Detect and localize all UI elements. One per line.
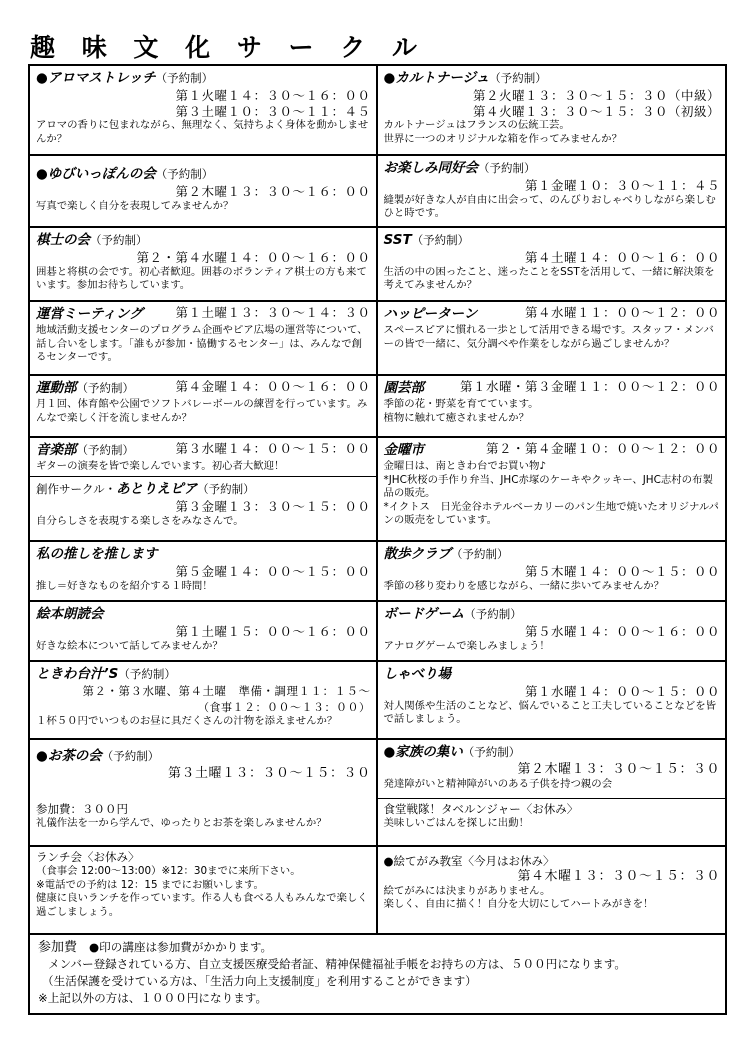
fees-section	[28, 935, 727, 1015]
circle-description: *JHC秋桜の手作り弁当、JHC赤塚のケーキやクッキー、JHC志村の布製品の販売。	[383, 473, 713, 499]
circle-name: 絵本朗読会	[36, 606, 104, 622]
circle-description: アナログゲームで楽しみましょう！	[383, 639, 550, 652]
circle-schedule: 第５金曜１４：００〜１５：００	[175, 564, 371, 579]
circle-ocha	[30, 740, 376, 833]
circle-schedule: 第３水曜１４：００〜１５：００	[175, 441, 371, 456]
circle-schedule: 第４水曜１１：００〜１２：００	[524, 305, 720, 320]
circle-schedule: 第１水曜１４：００〜１５：００	[524, 684, 720, 699]
circle-description: 礼儀作法を一から学んで、ゆったりとお茶を楽しみませんか？	[36, 816, 327, 829]
circle-undo	[30, 376, 376, 428]
circle-name: ●お茶の会	[36, 748, 102, 764]
circle-name: SST	[383, 232, 412, 248]
circle-kazoku	[378, 740, 726, 798]
circle-tag: （予約制）	[155, 71, 214, 85]
fees-line: ※上記以外の方は、１０００円になります。	[38, 991, 268, 1005]
circle-name: ●ゆびいっぽんの会	[36, 166, 156, 182]
circle-name: 食堂戦隊！タベルンジャー〈お休み〉	[383, 802, 579, 816]
circle-description: 金曜日は、南ときわ台でお買い物♪	[383, 460, 546, 472]
circle-schedule: 第２火曜１３：３０〜１５：３０（中級）	[472, 88, 720, 103]
circle-prefix: 創作サークル・	[36, 482, 117, 496]
circle-schedule: 第２木曜１３：３０〜１５：３０	[517, 762, 720, 777]
circle-tag: （予約制）	[489, 71, 547, 85]
circle-name: 棋士の会	[36, 232, 90, 248]
circle-name: 散歩クラブ	[383, 546, 451, 562]
page-title: 趣 味 文 化 サ ー ク ル	[30, 33, 426, 62]
circle-tag: （予約制）	[101, 749, 160, 763]
circle-schedule: 第２・第３水曜、第４土曜 準備・調理１１：１５〜	[82, 684, 371, 698]
circle-name: ランチ会〈お休み〉	[36, 850, 140, 864]
circle-name: 私の推しを推します	[36, 546, 158, 562]
circle-description: 絵てがみには決まりがありません。	[383, 884, 551, 897]
circle-description: 植物に触れて癒されませんか？	[383, 411, 529, 424]
circle-name: しゃべり場	[383, 666, 451, 682]
circle-description: 対人関係や生活のことなど、悩んでいること工夫していることなどを皆で話しましょう。	[383, 699, 716, 725]
circle-description: 楽しく、自由に描く！自分を大切にしてハートみがきを！	[383, 898, 654, 910]
circle-tag: （予約制）	[411, 233, 470, 247]
circle-description: 好きな絵本について話してみませんか？	[36, 639, 223, 652]
circle-lunch	[30, 847, 376, 922]
circle-schedule: 第５水曜１４：００〜１６：００	[524, 624, 720, 639]
circle-description: 地域活動支援センターのプログラム企画やピア広場の運営等について、話し合いをします。「誰もが参加・協働するセンター」は、みんなで創るセンターです。	[36, 324, 368, 363]
circle-description: 世界に一つのオリジナルな箱を作ってみませんか？	[383, 132, 622, 145]
circle-schedule: （食事１２：００〜１３：００）	[198, 700, 371, 714]
circle-cartonnage	[378, 66, 726, 149]
circle-name: ●絵てがみ教室〈今月はお休み〉	[383, 854, 555, 868]
circle-name: ハッピーターン	[383, 306, 478, 322]
circle-sst	[378, 228, 726, 296]
circle-name: お楽しみ同好会	[383, 160, 478, 176]
circle-etegami	[378, 847, 726, 915]
circle-description: １杯５０円でいつものお昼に具だくさんの汁物を添えませんか？	[36, 715, 338, 727]
circle-kinyo	[378, 438, 726, 531]
circle-schedule: 第５木曜１４：００〜１５：００	[524, 564, 720, 579]
circle-schedule: 第１土曜１３：３０〜１４：３０	[175, 305, 371, 320]
circle-schedule: 第４土曜１４：００〜１６：００	[524, 250, 720, 265]
circle-name: ●家族の集い	[383, 744, 463, 760]
circle-description: 囲碁と将棋の会です。初心者歓迎。囲碁のボランティア棋士の方も来ています。参加お待ちしています。	[36, 265, 367, 291]
circle-description: 縫製が好きな人が自由に出会って、のんびりおしゃべりしながら楽しむひと時です。	[383, 193, 716, 219]
circle-name: 運動部	[36, 380, 77, 396]
circle-description: 季節の移り変わりを感じながら、一緒に歩いてみませんか？	[383, 579, 665, 592]
circle-unei	[30, 302, 376, 368]
circle-description: *イクトス 日光金谷ホテルベーカリーのパン生地で焼いたオリジナルパンの販売をしています。	[383, 500, 719, 526]
circle-tokiwa	[30, 662, 376, 732]
circle-schedule: 第３金曜１３：３０〜１５：００	[175, 499, 371, 514]
fees-line: ●印の講座は参加費がかかります。	[89, 940, 273, 954]
circle-shokudo	[378, 798, 726, 834]
circle-schedule: 第４金曜１４：００〜１６：００	[175, 379, 371, 394]
circle-tag: （予約制）	[90, 233, 148, 247]
circle-description: 推し＝好きなものを紹介する１時間！	[36, 579, 213, 592]
circle-description: 生活の中の困ったこと、迷ったことをSSTを活用して、一緒に解決策を考えてみませんか？	[383, 265, 715, 291]
circle-schedule: 第２・第４金曜１０：００〜１２：００	[485, 441, 720, 456]
circle-schedule: 第１金曜１０：３０〜１１：４５	[524, 178, 720, 193]
circle-schedule: 第１土曜１５：００〜１６：００	[175, 624, 371, 639]
circle-tag: （予約制）	[76, 443, 134, 457]
circle-description: 季節の花・野菜を育てています。	[383, 398, 539, 410]
circle-description: ※電話での予約は 12：15 までにお願いします。	[36, 878, 264, 891]
circle-tag: （予約制）	[462, 745, 521, 759]
circle-description: スペースピアに慣れる一歩として活用できる場です。スタッフ・メンバーの皆で一緒に、気分調べや作業をしながら過ごしませんか？	[383, 324, 714, 350]
circle-engei	[378, 376, 726, 428]
circle-tag: （予約制）	[76, 381, 134, 395]
circle-name: 音楽部	[36, 442, 77, 458]
circle-tag: （予約制）	[197, 482, 255, 496]
circle-description: 発達障がいと精神障がいのある子供を持つ親の会	[383, 777, 613, 790]
circle-yubi	[30, 156, 376, 216]
circle-schedule: 第３土曜１３：３０〜１５：３０	[167, 766, 371, 781]
circle-fee: 参加費：３００円	[36, 801, 128, 816]
circle-schedule: 第４木曜１３：３０〜１５：３０	[517, 869, 720, 884]
circle-shaberi	[378, 662, 726, 730]
circle-description: 写真で楽しく自分を表現してみませんか？	[36, 199, 234, 212]
fees-line: （生活保護を受けている方は、「生活力向上支援制度」を利用することができます）	[42, 974, 477, 988]
circle-name: ●アロマストレッチ	[36, 70, 156, 86]
circle-description: カルトナージュはフランスの伝統工芸。	[383, 119, 570, 131]
circle-name: ときわ台汁’S	[36, 666, 119, 682]
circle-schedule: 第４火曜１３：３０〜１５：３０（初級）	[472, 103, 720, 119]
circle-tag: （予約制）	[451, 547, 509, 561]
circle-tag: （予約制）	[464, 607, 522, 621]
circle-schedule: 第２木曜１３：３０〜１６：００	[175, 184, 371, 199]
circle-table	[28, 64, 727, 1015]
circle-otanoshimi	[378, 156, 726, 224]
circle-schedule: 第２・第４水曜１４：００〜１６：００	[136, 250, 371, 265]
circle-kishi	[30, 228, 376, 296]
circle-description: 自分らしさを表現する楽しさをみなさんで。	[36, 514, 244, 527]
circle-ehon	[30, 602, 376, 656]
circle-name: 運営ミーティング	[36, 306, 143, 322]
circle-happy	[378, 302, 726, 354]
circle-schedule: 第３土曜１０：３０〜１１：４５	[175, 103, 371, 119]
circle-description: 美味しいごはんを探しに出動！	[383, 817, 529, 829]
circle-description: （食事会 12:00〜13:00）※12：30までに来所下さい。	[36, 865, 301, 877]
circle-name: 園芸部	[383, 380, 424, 396]
circle-sanpo	[378, 542, 726, 596]
fees-label: 参加費	[38, 940, 78, 955]
circle-name: ●カルトナージュ	[383, 70, 490, 86]
circle-name: あとりえピア	[116, 481, 198, 497]
circle-description: 健康に良いランチを作っています。作る人も食べる人もみんなで楽しく過ごしましょう。	[36, 892, 368, 918]
circle-oshi	[30, 542, 376, 596]
circle-atori	[30, 476, 376, 531]
circle-name: 金曜市	[383, 442, 424, 458]
circle-description: 月１回、体育館や公園でソフトバレーボールの練習を行っています。みんなで楽しく汗を流しませんか？	[36, 398, 368, 424]
circle-schedule: 第１火曜１４：３０〜１６：００	[175, 88, 371, 103]
circle-tag: （予約制）	[155, 167, 214, 181]
circle-description: ギターの演奏を皆で楽しんでいます。初心者大歓迎！	[36, 460, 285, 472]
circle-schedule: 第１水曜・第３金曜１１：００〜１２：００	[459, 379, 720, 394]
fees-line: メンバー登録されている方、自立支援医療受給者証、精神保健福祉手帳をお持ちの方は、５００円になります。	[48, 957, 626, 971]
circle-ongaku	[30, 438, 376, 476]
circle-tag: （予約制）	[118, 667, 176, 681]
circle-description: アロマの香りに包まれながら、無理なく、気持ちよく身体を動かしませんか？	[36, 119, 369, 145]
circle-name: ボードゲーム	[383, 606, 465, 622]
circle-board	[378, 602, 726, 656]
circle-tag: （予約制）	[478, 161, 536, 175]
circle-aroma	[30, 66, 376, 149]
